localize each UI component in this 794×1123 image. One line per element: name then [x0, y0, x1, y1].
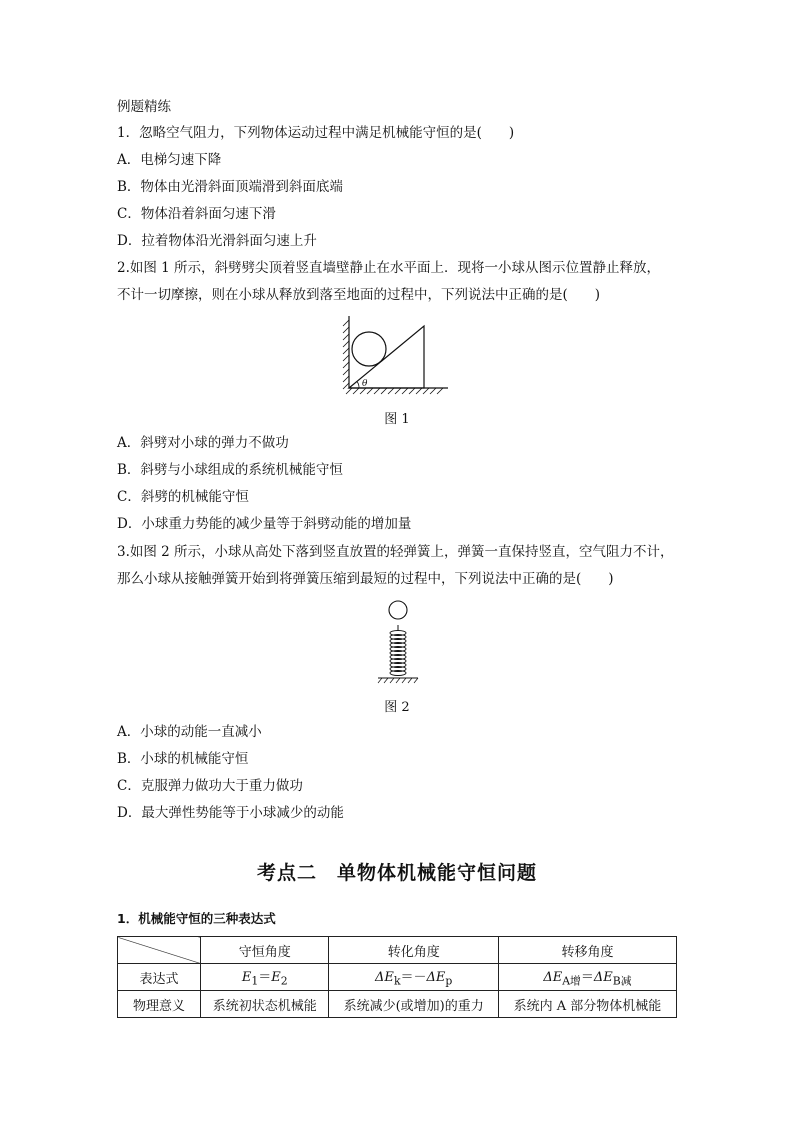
expression-transfer: $\Delta E_{A增}=\Delta E_{B减}$ [498, 964, 676, 991]
q1-option-a: A．电梯匀速下降 [117, 152, 222, 168]
table-header-cell: 转移角度 [498, 937, 676, 964]
q2-option-d: D．小球重力势能的减少量等于斜劈动能的增加量 [117, 516, 412, 532]
wall-hatching [343, 320, 349, 389]
figure-2-spring-diagram [375, 598, 420, 688]
q3-option-c: C．克服弹力做功大于重力做功 [117, 778, 303, 794]
figure-2-caption: 图 2 [384, 700, 410, 715]
table-row [118, 964, 677, 991]
expressions-table [117, 936, 677, 1018]
q2-stem-line1: 2.如图 1 所示，斜劈劈尖顶着竖直墙壁静止在水平面上．现将一小球从图示位置静止释放， [117, 260, 661, 276]
subsection-title: 1．机械能守恒的三种表达式 [117, 911, 276, 926]
q3-option-d: D．最大弹性势能等于小球减少的动能 [117, 805, 344, 821]
ground-hatching [346, 388, 443, 394]
q1-stem: 1．忽略空气阻力，下列物体运动过程中满足机械能守恒的是( ) [117, 125, 515, 141]
spring-coils [390, 631, 406, 676]
table-row-label: 表达式 [118, 964, 201, 991]
q3-stem-line1: 3.如图 2 所示，小球从高处下落到竖直放置的轻弹簧上，弹簧一直保持竖直，空气阻力不计， [117, 544, 674, 560]
table-row [118, 991, 677, 1018]
table-header-cell: 转化角度 [329, 937, 499, 964]
q3-option-a: A．小球的动能一直减小 [117, 724, 262, 740]
angle-arc [357, 382, 359, 389]
table-row [118, 937, 677, 964]
section-label: 例题精练 [117, 99, 171, 115]
table-cell: 系统减少(或增加)的重力 [329, 991, 499, 1018]
q1-option-b: B．物体由光滑斜面顶端滑到斜面底端 [117, 179, 343, 195]
wedge [349, 326, 424, 388]
q2-option-b: B．斜劈与小球组成的系统机械能守恒 [117, 462, 343, 478]
ball [389, 601, 407, 619]
section-title: 考点二 单物体机械能守恒问题 [256, 862, 537, 884]
angle-label: θ [362, 379, 368, 389]
table-cell: 系统内 A 部分物体机械能 [498, 991, 676, 1018]
expression-conservation: $E_1=E_2$ [201, 964, 329, 991]
expression-conversion: $\Delta E_k=-\Delta E_p$ [329, 964, 499, 991]
figure-1-caption: 图 1 [384, 412, 410, 427]
q3-stem-line2: 那么小球从接触弹簧开始到将弹簧压缩到最短的过程中，下列说法中正确的是( ) [117, 571, 614, 587]
q2-option-c: C．斜劈的机械能守恒 [117, 489, 249, 505]
table-cell: 系统初状态机械能 [201, 991, 329, 1018]
table-row-label: 物理意义 [118, 991, 201, 1018]
figure-1-wedge-diagram [340, 312, 455, 400]
base-hatching [378, 678, 418, 683]
q2-stem-line2: 不计一切摩擦，则在小球从释放到落至地面的过程中，下列说法中正确的是( ) [117, 287, 601, 303]
ball [352, 332, 386, 366]
q1-option-d: D．拉着物体沿光滑斜面匀速上升 [117, 233, 317, 249]
table-corner-cell [118, 937, 201, 964]
q1-option-c: C．物体沿着斜面匀速下滑 [117, 206, 276, 222]
q2-option-a: A．斜劈对小球的弹力不做功 [117, 435, 289, 451]
q3-option-b: B．小球的机械能守恒 [117, 751, 249, 767]
table-header-cell: 守恒角度 [201, 937, 329, 964]
